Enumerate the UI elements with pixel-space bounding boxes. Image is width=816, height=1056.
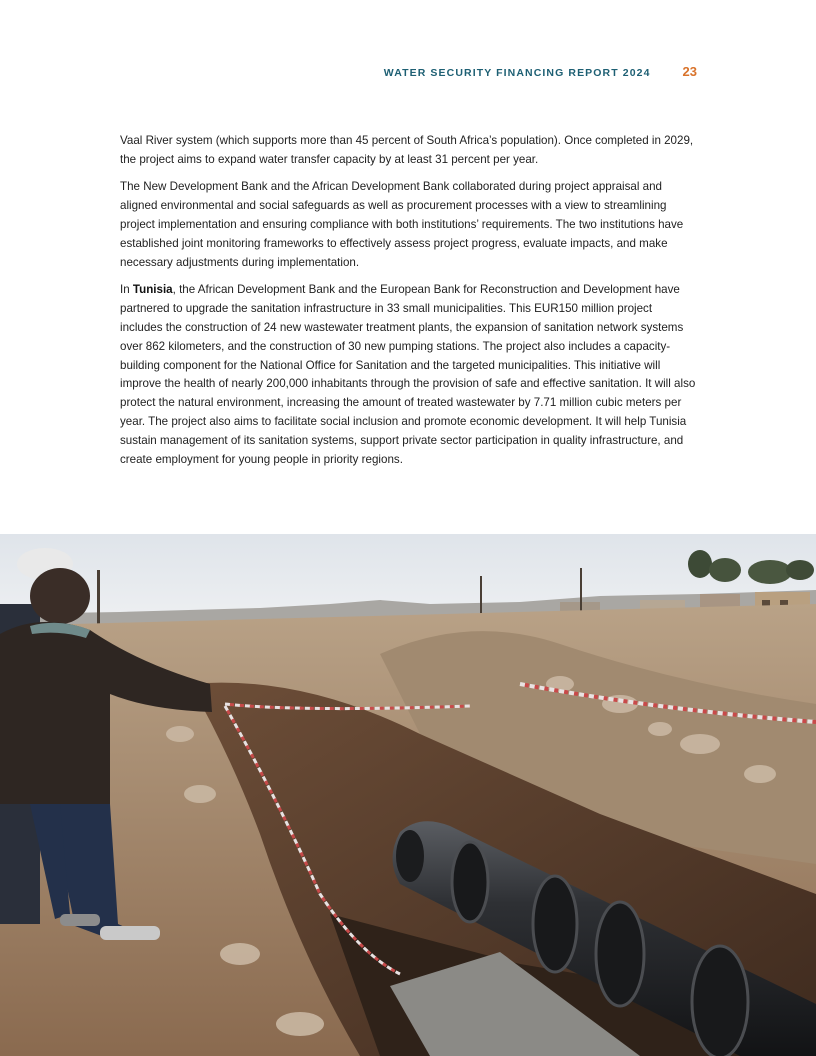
paragraph-ndb-afdb: The New Development Bank and the African Development Bank collaborated during project appraisal and aligned environmental and social safeguards as well as procurement processes with a view to streamlining project implementation and ensuring compliance with both institutions’ requirements. The two institutions have established joint monitoring frameworks to effectively assess project progress, evaluate impacts, and make necessary adjustments during implementation. [120, 180, 684, 269]
tunisia-bold: Tunisia [132, 282, 173, 296]
paragraph-vaal-river: Vaal River system (which supports more than 45 percent of South Africa’s population). Once completed in 2029, the project aims to expand water transfer capacity by at least 31 percent per year. [120, 134, 694, 166]
page-number: 23 [682, 64, 697, 79]
running-header [384, 64, 697, 79]
tunisia-text: , the African Development Bank and the European Bank for Reconstruction and Development have partnered to upgrade the sanitation infrastructure in 33 small municipalities. This EUR150 million project includes the construction of 24 new wastewater treatment plants, the expansion of sanitation network systems over 862 kilometers, and the construction of 30 new pumping stations. The project also includes a capacity-building component for the National Office for Sanitation and the targeted municipalities. This initiative will improve the health of nearly 200,000 inhabitants through the provision of safe and effective sanitation. It will also protect the natural environment, increasing the amount of treated wastewater by 7.71 million cubic meters per year. The project also aims to facilitate social inclusion and promote economic development. It will help Tunisia sustain management of its sanitation systems, support private sector participation in quality infrastructure, and create employment for young people in priority regions. [120, 282, 696, 467]
body-text [120, 132, 696, 478]
paragraph-tunisia [120, 281, 696, 470]
pipeline-trench-photo [0, 534, 816, 1056]
report-title: WATER SECURITY FINANCING REPORT 2024 [383, 67, 651, 79]
tunisia-prefix: In [120, 282, 133, 296]
